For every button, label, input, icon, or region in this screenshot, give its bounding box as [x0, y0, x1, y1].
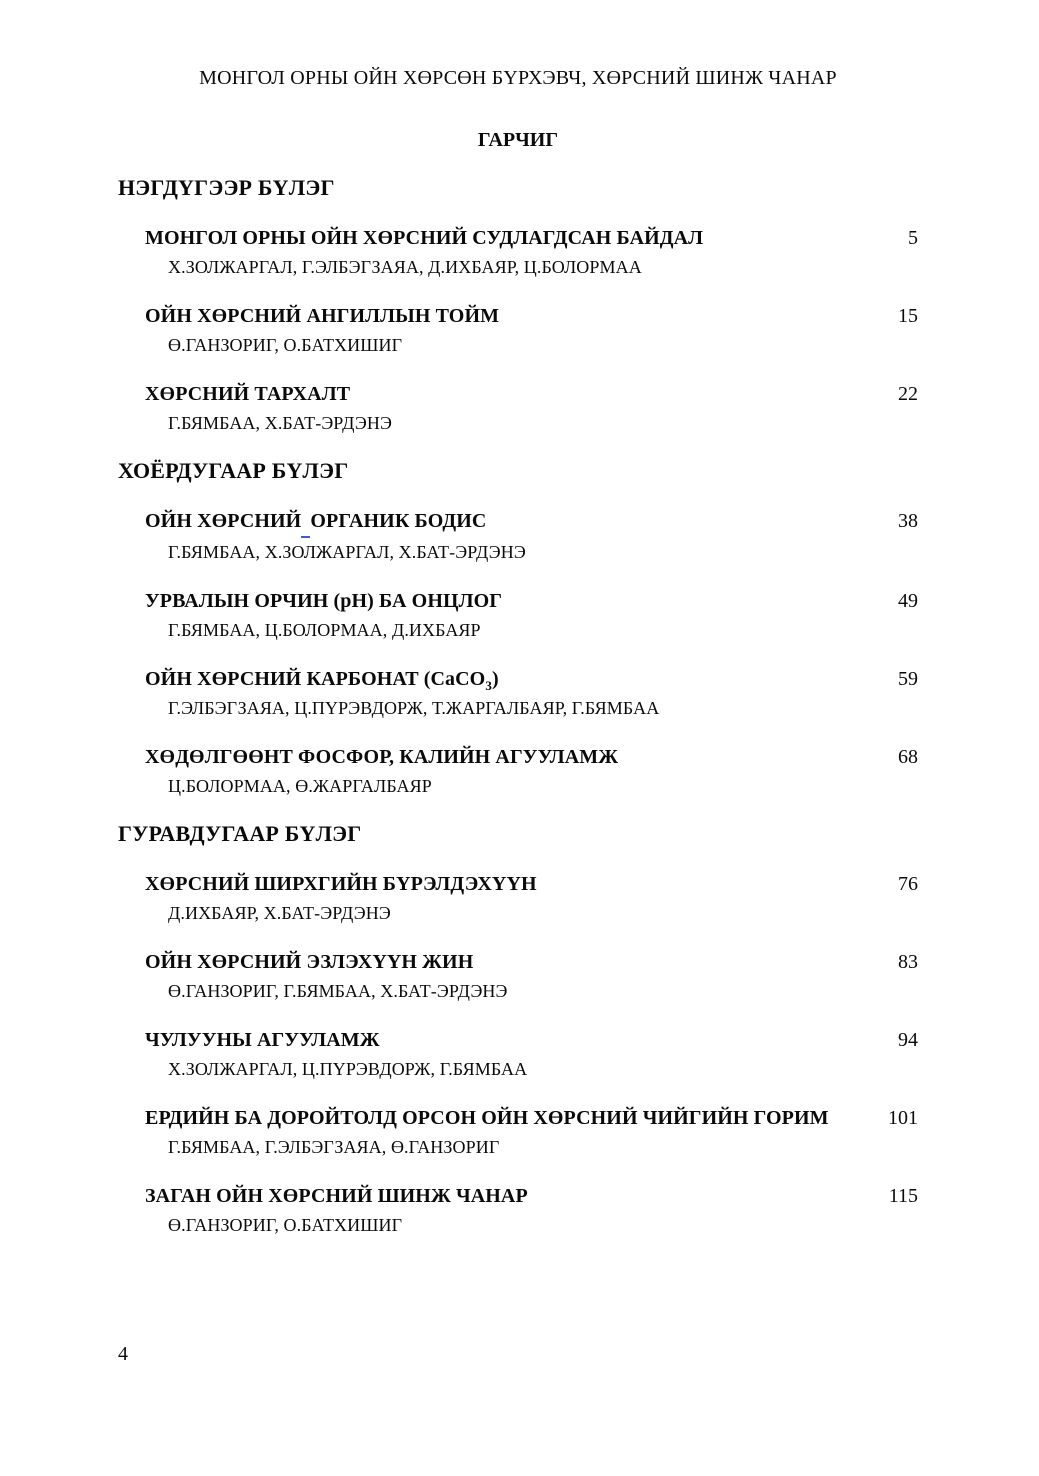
- toc-entry-page: 15: [898, 305, 918, 327]
- title-subscript: 3: [485, 678, 492, 693]
- toc-entry-page: 101: [888, 1107, 918, 1129]
- toc-entry-page: 115: [888, 1185, 918, 1207]
- toc-entry-title: ХӨДӨЛГӨӨНТ ФОСФОР, КАЛИЙН АГУУЛАМЖ: [145, 746, 619, 768]
- toc-entry-row: [145, 301, 918, 331]
- toc-entry: [145, 1103, 918, 1161]
- toc-entry-authors: Г.БЯМБАА, Х.БАТ-ЭРДЭНЭ: [168, 413, 392, 433]
- toc-entry-title: [145, 664, 898, 694]
- toc-entry-title: ОЙН ХӨРСНИЙ АНГИЛЛЫН ТОЙМ: [145, 305, 500, 327]
- toc-entry: [145, 301, 918, 359]
- page-number: 4: [118, 1343, 128, 1365]
- toc-entry: [145, 1025, 918, 1083]
- toc-entry-row: [145, 1103, 918, 1133]
- chapter-items: [145, 506, 918, 800]
- toc-entry-title: ЗАГАН ОЙН ХӨРСНИЙ ШИНЖ ЧАНАР: [145, 1185, 528, 1207]
- toc-entry-authors: Г.ЭЛБЭГЗАЯА, Ц.ПҮРЭВДОРЖ, Т.ЖАРГАЛБАЯР, Г.БЯМБАА: [168, 698, 660, 718]
- title-post: ): [491, 668, 499, 690]
- chapter-items: [145, 223, 918, 437]
- toc-entry-authors: Г.БЯМБАА, Х.ЗОЛЖАРГАЛ, Х.БАТ-ЭРДЭНЭ: [168, 542, 526, 562]
- toc-entry-row: [145, 379, 918, 409]
- toc-entry-page: 5: [908, 227, 918, 249]
- chapter-heading: НЭГДҮГЭЭР БҮЛЭГ: [118, 175, 335, 200]
- toc-entry-row: [145, 742, 918, 772]
- toc-entry-authors: Д.ИХБАЯР, Х.БАТ-ЭРДЭНЭ: [168, 903, 391, 923]
- toc-entry: [145, 664, 918, 722]
- toc-entry: [145, 506, 918, 566]
- toc-entry-page: 83: [898, 951, 918, 973]
- toc-entry-page: 38: [898, 510, 918, 532]
- toc-entry-page: 68: [898, 746, 918, 768]
- toc-entry: [145, 742, 918, 800]
- toc-entry-authors: Ц.БОЛОРМАА, Ө.ЖАРГАЛБАЯР: [168, 776, 432, 796]
- chapter-section-3: [118, 819, 918, 1239]
- toc-entry-authors: Х.ЗОЛЖАРГАЛ, Г.ЭЛБЭГЗАЯА, Д.ИХБАЯР, Ц.БОЛОРМАА: [168, 257, 642, 277]
- toc-entry-authors: Ө.ГАНЗОРИГ, О.БАТХИШИГ: [168, 1215, 403, 1235]
- toc-entry-title: [145, 506, 898, 538]
- toc-entry: [145, 223, 918, 281]
- toc-entry-row: [145, 947, 918, 977]
- toc-entry-row: [145, 586, 918, 616]
- chapter-section-1: [118, 173, 918, 437]
- title-part-2: ОРГАНИК БОДИС: [310, 510, 487, 532]
- proofing-underline-mark: [301, 506, 310, 538]
- title-part-1: ОЙН ХӨРСНИЙ: [145, 510, 302, 532]
- toc-entry: [145, 869, 918, 927]
- toc-entry-page: 22: [898, 383, 918, 405]
- toc-entry-row: [145, 223, 918, 253]
- chapter-heading: ХОЁРДУГААР БҮЛЭГ: [118, 458, 349, 483]
- toc-entry-authors: Х.ЗОЛЖАРГАЛ, Ц.ПҮРЭВДОРЖ, Г.БЯМБАА: [168, 1059, 528, 1079]
- toc-entry-authors: Г.БЯМБАА, Ц.БОЛОРМАА, Д.ИХБАЯР: [168, 620, 481, 640]
- toc-entry-page: 94: [898, 1029, 918, 1051]
- toc-entry-title: ХӨРСНИЙ ШИРХГИЙН БҮРЭЛДЭХҮҮН: [145, 873, 537, 895]
- toc-content: [118, 64, 918, 1239]
- toc-entry-title: УРВАЛЫН ОРЧИН (pH) БА ОНЦЛОГ: [145, 590, 503, 612]
- toc-entry-authors: Ө.ГАНЗОРИГ, О.БАТХИШИГ: [168, 335, 403, 355]
- toc-entry-row: [145, 1025, 918, 1055]
- toc-entry-title: ЕРДИЙН БА ДОРОЙТОЛД ОРСОН ОЙН ХӨРСНИЙ ЧИЙГИЙН ГОРИМ: [145, 1107, 829, 1129]
- toc-entry-page: 49: [898, 590, 918, 612]
- toc-entry-authors: Г.БЯМБАА, Г.ЭЛБЭГЗАЯА, Ө.ГАНЗОРИГ: [168, 1137, 500, 1157]
- toc-entry-row: [145, 869, 918, 899]
- toc-entry-title: МОНГОЛ ОРНЫ ОЙН ХӨРСНИЙ СУДЛАГДСАН БАЙДАЛ: [145, 227, 704, 249]
- chapter-items: [145, 869, 918, 1239]
- toc-entry: [145, 586, 918, 644]
- toc-entry-row: [145, 664, 918, 694]
- toc-entry-row: [145, 1181, 918, 1211]
- title-pre: ОЙН ХӨРСНИЙ КАРБОНАТ (CaCO: [145, 668, 486, 690]
- toc-entry: [145, 1181, 918, 1239]
- chapter-heading: ГУРАВДУГААР БҮЛЭГ: [118, 821, 362, 846]
- book-title: МОНГОЛ ОРНЫ ОЙН ХӨРСӨН БҮРХЭВЧ, ХӨРСНИЙ ШИНЖ ЧАНАР: [199, 67, 837, 89]
- toc-entry-page: 76: [898, 873, 918, 895]
- chapter-section-2: [118, 456, 918, 800]
- toc-entry-page: 59: [898, 668, 918, 690]
- toc-entry: [145, 379, 918, 437]
- toc-entry-authors: Ө.ГАНЗОРИГ, Г.БЯМБАА, Х.БАТ-ЭРДЭНЭ: [168, 981, 508, 1001]
- toc-entry-title: ОЙН ХӨРСНИЙ ЭЗЛЭХҮҮН ЖИН: [145, 951, 474, 973]
- toc-entry: [145, 947, 918, 1005]
- toc-entry-title: ХӨРСНИЙ ТАРХАЛТ: [145, 383, 351, 405]
- toc-heading: ГАРЧИГ: [477, 129, 559, 151]
- toc-entry-title: ЧУЛУУНЫ АГУУЛАМЖ: [145, 1029, 380, 1051]
- toc-entry-row: [145, 506, 918, 538]
